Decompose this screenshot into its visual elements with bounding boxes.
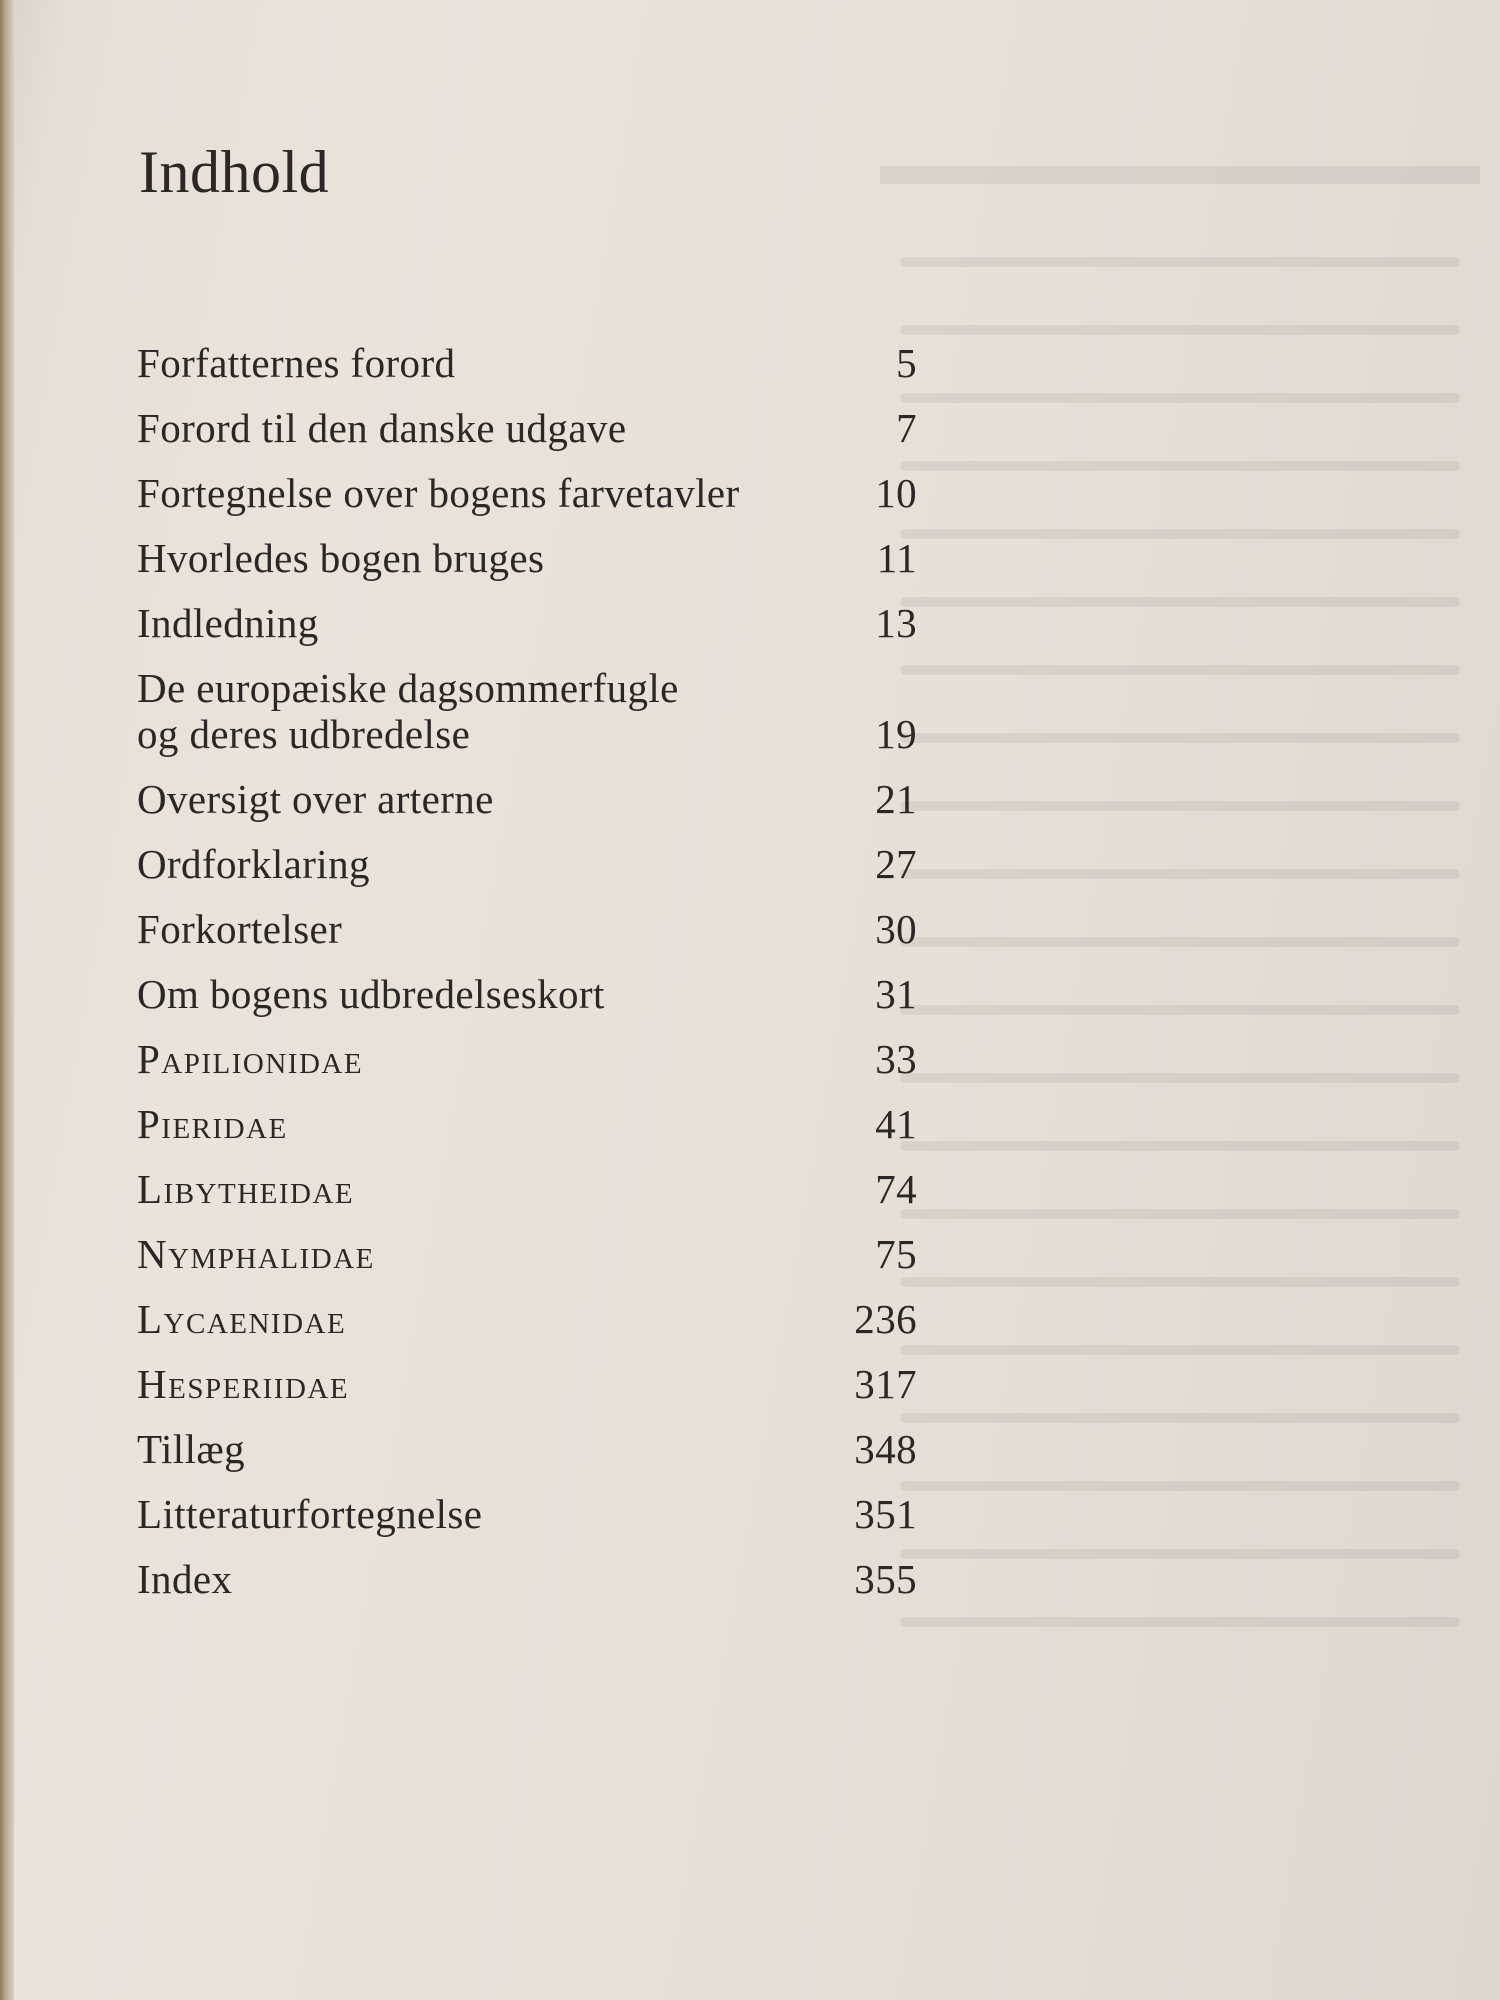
toc-entry-hesperiidae: [137, 1342, 927, 1407]
toc-entry-title: Libytheidae: [137, 1166, 355, 1212]
show-through-line: [900, 665, 1460, 675]
show-through-line: [900, 1141, 1460, 1151]
toc-entry-page: 75: [875, 1231, 917, 1277]
book-spine-edge: [0, 0, 14, 2000]
show-through-line: [900, 1549, 1460, 1559]
toc-entry-page: 5: [896, 340, 917, 386]
show-through-line: [900, 1413, 1460, 1423]
toc-entry-papilionidae: [137, 1017, 927, 1082]
toc-entry-indledning: [137, 581, 927, 646]
toc-entry-libytheidae: [137, 1147, 927, 1212]
show-through-line: [900, 1209, 1460, 1219]
toc-entry-lycaenidae: [137, 1277, 927, 1342]
toc-entry-title: Oversigt over arterne: [137, 776, 494, 822]
show-through-line: [900, 1617, 1460, 1627]
toc-entry-title: Index: [137, 1556, 233, 1602]
toc-entry-fortegnelse-farvetavler: [137, 451, 927, 516]
toc-entry-title: Papilionidae: [137, 1036, 364, 1082]
toc-entry-forfatternes-forord: [137, 321, 927, 386]
toc-entry-page: 19: [875, 711, 917, 757]
show-through-line: [900, 733, 1460, 743]
toc-entry-page: 317: [854, 1361, 917, 1407]
toc-entry-title: Om bogens udbredelseskort: [137, 971, 605, 1017]
toc-entry-title: Tillæg: [137, 1426, 246, 1472]
toc-entry-index: [137, 1537, 927, 1602]
toc-entry-title: Hvorledes bogen bruges: [137, 535, 545, 581]
show-through-line: [900, 937, 1460, 947]
toc-entry-page: 30: [875, 906, 917, 952]
show-through-line: [900, 1277, 1460, 1287]
show-through-line: [900, 1073, 1460, 1083]
toc-entry-title: De europæiske dagsommerfugle og deres udbredelse: [137, 665, 679, 757]
toc-entry-page: 355: [854, 1556, 917, 1602]
toc-entry-page: 33: [875, 1036, 917, 1082]
show-through-line: [900, 1345, 1460, 1355]
toc-entry-title: Litteraturfortegnelse: [137, 1491, 483, 1537]
toc-entry-oversigt-arterne: [137, 757, 927, 822]
toc-entry-page: 351: [854, 1491, 917, 1537]
toc-entry-title: Forkortelser: [137, 906, 343, 952]
show-through-line: [900, 869, 1460, 879]
toc-entry-page: 11: [876, 535, 917, 581]
toc-entry-title: Fortegnelse over bogens farvetavler: [137, 470, 740, 516]
show-through-line: [900, 257, 1460, 267]
toc-entry-forkortelser: [137, 887, 927, 952]
toc-entry-page: 348: [854, 1426, 917, 1472]
toc-entry-title: Forord til den danske udgave: [137, 405, 627, 451]
toc-entry-page: 7: [896, 405, 917, 451]
show-through-line: [900, 801, 1460, 811]
show-through-line: [900, 597, 1460, 607]
show-through-line: [900, 325, 1460, 335]
show-through-line: [900, 1005, 1460, 1015]
toc-entry-title: Ordforklaring: [137, 841, 370, 887]
toc-entry-page: 236: [854, 1296, 917, 1342]
toc-entry-page: 13: [875, 600, 917, 646]
toc-entry-title: Lycaenidae: [137, 1296, 347, 1342]
toc-entry-title: Hesperiidae: [137, 1361, 350, 1407]
toc-entry-ordforklaring: [137, 822, 927, 887]
show-through-heading: ▬▬▬▬▬▬▬▬▬▬: [880, 131, 1480, 197]
page-title: Indhold: [139, 139, 330, 205]
toc-entry-page: 10: [875, 470, 917, 516]
show-through-line: [900, 1481, 1460, 1491]
toc-entry-page: 31: [875, 971, 917, 1017]
toc-entry-europaeiske-dagsommerfugle: [137, 646, 927, 757]
toc-entry-title: Pieridae: [137, 1101, 288, 1147]
toc-entry-page: 41: [875, 1101, 917, 1147]
toc-entry-title: Nymphalidae: [137, 1231, 375, 1277]
show-through-line: [900, 461, 1460, 471]
toc-entry-litteraturfortegnelse: [137, 1472, 927, 1537]
toc-entry-udbredelseskort: [137, 952, 927, 1017]
toc-entry-tillaeg: [137, 1407, 927, 1472]
toc-entry-forord-danske-udgave: [137, 386, 927, 451]
toc-entry-page: 74: [875, 1166, 917, 1212]
table-of-contents: [137, 321, 927, 1602]
toc-entry-page: 27: [875, 841, 917, 887]
toc-entry-title: Indledning: [137, 600, 319, 646]
show-through-line: [900, 393, 1460, 403]
toc-entry-hvorledes-bogen-bruges: [137, 516, 927, 581]
toc-entry-pieridae: [137, 1082, 927, 1147]
toc-entry-nymphalidae: [137, 1212, 927, 1277]
show-through-line: [900, 529, 1460, 539]
toc-entry-title: Forfatternes forord: [137, 340, 456, 386]
toc-entry-page: 21: [875, 776, 917, 822]
show-through-text: [880, 130, 1480, 1830]
